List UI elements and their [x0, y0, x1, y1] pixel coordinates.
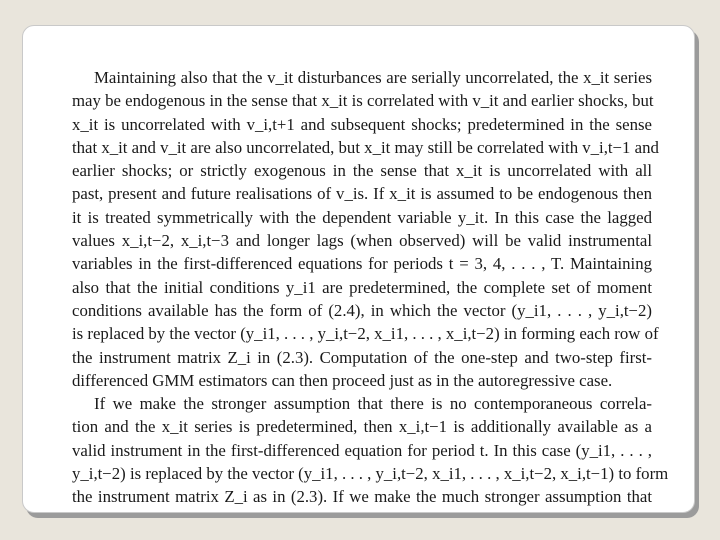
- text-line: conditions available has the form of (2.4), in which the vector (y_i1, . . . , y_i,t−2): [72, 300, 652, 320]
- text-line: variables in the first-differenced equations for periods t = 3, 4, . . . , T. Maintaining: [72, 254, 652, 274]
- text-line: valid instrument in the first-differenced equation for period t. In this case (y_i1, . . . ,: [72, 440, 652, 460]
- text-line: If we make the stronger assumption that there is no contemporaneous correla-: [94, 394, 652, 414]
- text-line: y_i,t−2) is replaced by the vector (y_i1, . . . , y_i,t−2, x_i1, . . . , x_i,t−2, x_i,t−1) to form: [72, 464, 669, 484]
- paragraph-2: [72, 392, 669, 508]
- text-line: values x_i,t−2, x_i,t−3 and longer lags (when observed) will be valid instrumental: [72, 231, 652, 251]
- text-line: the instrument matrix Z_i as in (2.3). If we make the much stronger assumption that: [72, 487, 652, 507]
- text-line: x_it is uncorrelated with v_i,t+1 and subsequent shocks; predetermined in the sense: [72, 114, 652, 134]
- text-line: that x_it and v_it are also uncorrelated, but x_it may still be correlated with v_i,t−1 and: [72, 137, 659, 157]
- text-line: earlier shocks; or strictly exogenous in the sense that x_it is uncorrelated with all: [72, 161, 652, 181]
- text-line: the instrument matrix Z_i in (2.3). Computation of the one-step and two-step first-: [72, 347, 652, 367]
- text-line: also that the initial conditions y_i1 are predetermined, the complete set of moment: [72, 277, 652, 297]
- text-line: may be endogenous in the sense that x_it is correlated with v_it and earlier shocks, but: [72, 91, 654, 111]
- text-line: past, present and future realisations of v_is. If x_it is assumed to be endogenous then: [72, 184, 652, 204]
- paragraph-1: [72, 66, 659, 392]
- text-line: tion and the x_it series is predetermined, then x_i,t−1 is additionally available as a: [72, 417, 652, 437]
- slide-frame: [22, 25, 695, 513]
- text-line: it is treated symmetrically with the dependent variable y_it. In this case the lagged: [72, 207, 652, 227]
- text-line: is replaced by the vector (y_i1, . . . , y_i,t−2, x_i1, . . . , x_i,t−2) in forming each row of: [72, 324, 659, 344]
- text-line: Maintaining also that the v_it disturbances are serially uncorrelated, the x_it series: [94, 68, 652, 87]
- text-line: differenced GMM estimators can then proceed just as in the autoregressive case.: [72, 370, 613, 390]
- document-page: [72, 66, 669, 509]
